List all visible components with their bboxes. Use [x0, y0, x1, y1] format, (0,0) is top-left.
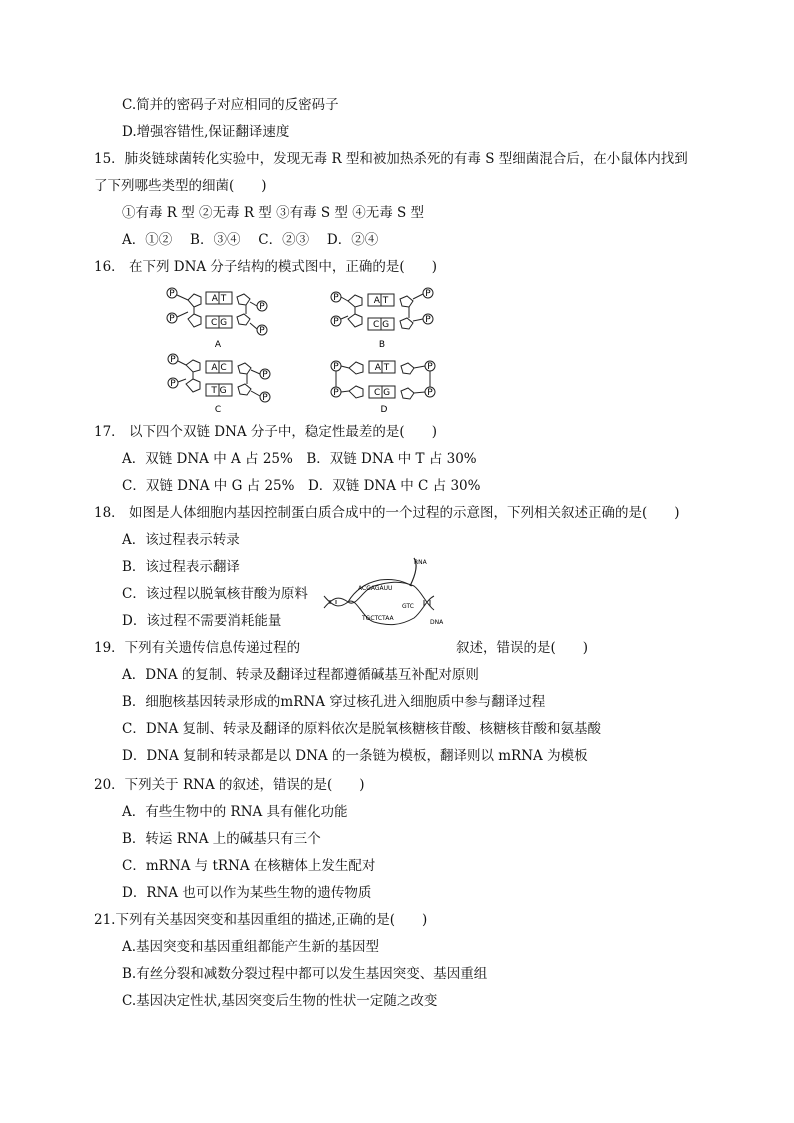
- q20-option-c: C．mRNA 与 tRNA 在核糖体上发生配对: [122, 858, 376, 874]
- phosphate-label: P: [262, 370, 268, 380]
- q19-option-a: A．DNA 的复制、转录及翻译过程都遵循碱基互补配对原则: [122, 667, 479, 683]
- dna-diagram-b: [322, 283, 442, 351]
- q18-option-b: B．该过程表示翻译: [122, 559, 240, 575]
- q18-option-c: C．该过程以脱氧核苷酸为原料: [122, 586, 308, 602]
- q17-options-row2: C．双链 DNA 中 G 占 25% D．双链 DNA 中 C 占 30%: [122, 478, 481, 494]
- dna-label: DNA: [430, 619, 444, 626]
- q14-option-d: D.增强容错性,保证翻译速度: [122, 124, 290, 140]
- q19-stem-part1: 19．下列有关遗传信息传递过程的: [94, 640, 301, 656]
- phosphate-label: P: [170, 379, 176, 389]
- q21-option-a: A.基因突变和基因重组都能产生新的基因型: [122, 939, 380, 955]
- phosphate-label: P: [262, 393, 268, 403]
- phosphate-label: P: [425, 315, 431, 325]
- dna-diagram-a: [158, 283, 278, 351]
- phosphate-label: P: [259, 302, 265, 312]
- q21-option-c: C.基因决定性状,基因突变后生物的性状一定随之改变: [122, 993, 438, 1009]
- q19-option-d: D．DNA 复制和转录都是以 DNA 的一条链为模板，翻译则以 mRNA 为模板: [122, 748, 588, 764]
- phosphate-label: P: [427, 388, 433, 398]
- phosphate-label: P: [169, 289, 175, 299]
- q21-option-b: B.有丝分裂和减数分裂过程中都可以发生基因突变、基因重组: [122, 966, 488, 982]
- base-pair-bottom: C G: [373, 388, 391, 398]
- strand-sequence: GTC: [402, 603, 414, 610]
- q20-option-a: A．有些生物中的 RNA 具有催化功能: [122, 804, 348, 820]
- phosphate-label: P: [170, 355, 176, 365]
- q19-stem-part2: 叙述，错误的是( ): [456, 640, 589, 656]
- base-pair-bottom: C G: [372, 320, 390, 330]
- q20-option-d: D．RNA 也可以作为某些生物的遗传物质: [122, 885, 372, 901]
- phosphate-label: P: [333, 317, 339, 327]
- base-pair-bottom: C G: [210, 318, 228, 328]
- q14-option-c: C.简并的密码子对应相同的反密码子: [122, 97, 339, 113]
- q15-options: A．①② B．③④ C．②③ D．②④: [122, 232, 379, 248]
- base-pair-top: A T: [374, 363, 390, 373]
- phosphate-label: P: [333, 362, 339, 372]
- q18-option-d: D．该过程不需要消耗能量: [122, 613, 282, 629]
- transcription-figure: [322, 556, 446, 630]
- diagram-label: C: [214, 405, 222, 415]
- q15-items: ①有毒 R 型 ②无毒 R 型 ③有毒 S 型 ④无毒 S 型: [122, 205, 425, 221]
- q17-options-row1: A．双链 DNA 中 A 占 25% B．双链 DNA 中 T 占 30%: [122, 451, 477, 467]
- q18-option-a: A．该过程表示转录: [122, 532, 240, 548]
- diagram-label: B: [378, 340, 386, 350]
- rna-sequence: ACGAGAUU: [358, 585, 393, 592]
- phosphate-label: P: [333, 388, 339, 398]
- q17-stem: 17． 以下四个双链 DNA 分子中，稳定性最差的是( ): [94, 424, 437, 440]
- q19-option-b: B．细胞核基因转录形成的mRNA 穿过核孔进入细胞质中参与翻译过程: [122, 694, 546, 710]
- base-pair-top: A T: [211, 294, 227, 304]
- base-pair-top: A C: [211, 363, 227, 373]
- diagram-label: D: [380, 405, 388, 415]
- q20-option-b: B．转运 RNA 上的碱基只有三个: [122, 831, 321, 847]
- dna-diagram-d: [324, 352, 444, 416]
- phosphate-label: P: [427, 362, 433, 372]
- template-sequence: TGCTCTAA: [362, 615, 394, 622]
- q19-option-c: C．DNA 复制、转录及翻译的原料依次是脱氧核糖核苷酸、核糖核苷酸和氨基酸: [122, 721, 602, 737]
- q15-stem-line2: 了下列哪些类型的细菌( ): [94, 178, 267, 194]
- q16-stem: 16． 在下列 DNA 分子结构的模式图中，正确的是( ): [94, 259, 437, 275]
- q15-stem-line1: 15．肺炎链球菌转化实验中，发现无毒 R 型和被加热杀死的有毒 S 型细菌混合后，在小鼠体内找到: [94, 151, 688, 167]
- phosphate-label: P: [333, 293, 339, 303]
- rna-label: RNA: [414, 559, 427, 566]
- q18-stem: 18． 如图是人体细胞内基因控制蛋白质合成中的一个过程的示意图，下列相关叙述正确的是( ): [94, 505, 680, 521]
- base-pair-bottom: T G: [211, 386, 227, 396]
- diagram-label: A: [214, 340, 222, 350]
- dna-diagram-c: [162, 350, 282, 416]
- base-pair-top: A T: [373, 296, 389, 306]
- q21-stem: 21.下列有关基因突变和基因重组的描述,正确的是( ): [94, 912, 428, 928]
- phosphate-label: P: [259, 326, 265, 336]
- phosphate-label: P: [425, 289, 431, 299]
- q20-stem: 20．下列关于 RNA 的叙述，错误的是( ): [94, 777, 365, 793]
- phosphate-label: P: [169, 314, 175, 324]
